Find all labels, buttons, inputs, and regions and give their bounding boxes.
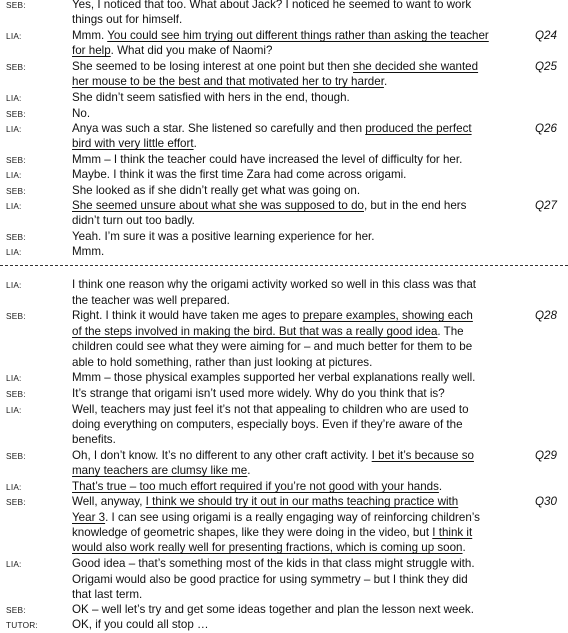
utterance-text bbox=[72, 229, 374, 244]
utterance-text bbox=[72, 339, 472, 354]
utterance-text bbox=[72, 370, 475, 385]
speaker-label: SEB: bbox=[6, 605, 26, 615]
transcript-line bbox=[0, 525, 568, 540]
utterance-text bbox=[72, 28, 489, 43]
transcript-line bbox=[0, 213, 568, 228]
text-segment: . bbox=[438, 480, 443, 493]
text-segment: doing everything on computers, especially boys. Even if they’re aware of the bbox=[72, 418, 463, 431]
transcript-line bbox=[0, 28, 568, 43]
transcript-line bbox=[0, 572, 568, 587]
utterance-text bbox=[72, 213, 195, 228]
text-segment: that last term. bbox=[72, 588, 143, 601]
utterance-text bbox=[72, 587, 142, 602]
utterance-text bbox=[72, 432, 116, 447]
speaker-label: LIA: bbox=[6, 93, 22, 103]
text-segment: Well, anyway, bbox=[72, 495, 146, 508]
transcript-line bbox=[0, 198, 568, 213]
transcript-line bbox=[0, 602, 568, 617]
speaker-label: LIA: bbox=[6, 247, 22, 257]
text-segment: . bbox=[247, 464, 251, 477]
transcript-line bbox=[0, 183, 568, 198]
speaker-label: SEB: bbox=[6, 232, 26, 242]
question-number: Q29 bbox=[535, 449, 557, 462]
transcript-line bbox=[0, 136, 568, 151]
transcript-line bbox=[0, 167, 568, 182]
utterance-text bbox=[72, 494, 458, 509]
underlined-answer: bird with very little effort bbox=[72, 137, 194, 150]
transcript-line bbox=[0, 90, 568, 105]
utterance-text bbox=[72, 74, 387, 89]
transcript-line bbox=[0, 463, 568, 478]
underlined-answer: would also work really well for presenting fractions, which is coming up soon bbox=[72, 541, 463, 554]
transcript-line bbox=[0, 229, 568, 244]
utterance-text bbox=[72, 152, 462, 167]
text-segment: Origami would also be good practice for using symmetry – but I think they did bbox=[72, 573, 468, 586]
utterance-text bbox=[72, 448, 474, 463]
underlined-answer: her mouse to be the best and that motivated her to try harder bbox=[72, 75, 384, 88]
transcript-line bbox=[0, 386, 568, 401]
transcript-line bbox=[0, 370, 568, 385]
text-segment: Mmm. bbox=[72, 245, 105, 258]
text-segment: Good idea – that’s something most of the kids in that class might struggle with. bbox=[72, 557, 475, 570]
utterance-text bbox=[72, 106, 90, 121]
underlined-answer: Year 3 bbox=[72, 511, 106, 524]
text-segment: It’s strange that origami isn’t used more widely. Why do you think that is? bbox=[72, 387, 445, 400]
text-segment: OK, if you could all stop … bbox=[72, 618, 209, 631]
speaker-label: LIA: bbox=[6, 170, 22, 180]
underlined-answer: That’s true – too much effort required if you’re not good with your hands bbox=[72, 480, 439, 493]
speaker-label: LIA: bbox=[6, 405, 22, 415]
text-segment: . bbox=[462, 541, 466, 554]
speaker-label: SEB: bbox=[6, 389, 26, 399]
speaker-label: SEB: bbox=[6, 62, 26, 72]
transcript-line bbox=[0, 402, 568, 417]
transcript-line bbox=[0, 510, 568, 525]
utterance-text bbox=[72, 402, 469, 417]
text-segment: . The bbox=[437, 325, 464, 338]
question-number: Q27 bbox=[535, 199, 557, 212]
text-segment: children could see what they were aiming for – and much better for them to be bbox=[72, 340, 473, 353]
underlined-answer: You could see him trying out different things rather than asking the teacher bbox=[107, 29, 489, 42]
text-segment: able to hold something, rather than just looking at pictures. bbox=[72, 356, 373, 369]
underlined-answer: I think it bbox=[432, 526, 473, 539]
utterance-text bbox=[72, 0, 471, 12]
text-segment: Mmm. bbox=[72, 29, 108, 42]
transcript-line bbox=[0, 0, 568, 12]
text-segment: Anya was such a star. She listened so carefully and then bbox=[72, 122, 366, 135]
utterance-text bbox=[72, 556, 475, 571]
utterance-text bbox=[72, 602, 474, 617]
text-segment: . I can see using origami is a really engaging way of reinforcing children’s bbox=[105, 511, 480, 524]
utterance-text bbox=[72, 572, 468, 587]
utterance-text bbox=[72, 479, 442, 494]
speaker-label: SEB: bbox=[6, 0, 26, 10]
text-segment: , but in the end hers bbox=[363, 199, 467, 212]
underlined-answer: produced the perfect bbox=[365, 122, 472, 135]
question-number: Q25 bbox=[535, 60, 557, 73]
transcript-line bbox=[0, 494, 568, 509]
text-segment: Maybe. I think it was the first time Zara had come across origami. bbox=[72, 168, 407, 181]
speaker-label: LIA: bbox=[6, 482, 22, 492]
transcript-line bbox=[0, 587, 568, 602]
utterance-text bbox=[72, 463, 251, 478]
underlined-answer: I think we should try it out in our maths teaching practice with bbox=[145, 495, 459, 508]
speaker-label: TUTOR: bbox=[6, 620, 38, 630]
underlined-answer: I bet it’s because so bbox=[371, 449, 474, 462]
transcript-line bbox=[0, 308, 568, 323]
utterance-text bbox=[72, 121, 472, 136]
speaker-label: SEB: bbox=[6, 451, 26, 461]
utterance-text bbox=[72, 525, 472, 540]
question-number: Q30 bbox=[535, 495, 557, 508]
transcript-line bbox=[0, 74, 568, 89]
utterance-text bbox=[72, 277, 476, 292]
section-divider bbox=[0, 265, 568, 266]
question-number: Q26 bbox=[535, 122, 557, 135]
utterance-text bbox=[72, 167, 406, 182]
text-segment: OK – well let’s try and get some ideas together and plan the lesson next week. bbox=[72, 603, 474, 616]
speaker-label: LIA: bbox=[6, 31, 22, 41]
transcript-line bbox=[0, 339, 568, 354]
text-segment: Mmm – those physical examples supported her verbal explanations really well. bbox=[72, 371, 476, 384]
text-segment: She didn’t seem satisfied with hers in the end, though. bbox=[72, 91, 350, 104]
text-segment: things out for himself. bbox=[72, 13, 183, 26]
speaker-label: SEB: bbox=[6, 497, 26, 507]
question-number: Q28 bbox=[535, 309, 557, 322]
transcript-line bbox=[0, 556, 568, 571]
speaker-label: LIA: bbox=[6, 124, 22, 134]
text-segment: Yes, I noticed that too. What about Jack? I noticed he seemed to want to work bbox=[72, 0, 472, 11]
utterance-text bbox=[72, 355, 372, 370]
utterance-text bbox=[72, 386, 445, 401]
utterance-text bbox=[72, 308, 473, 323]
text-segment: Well, teachers may just feel it’s not that appealing to children who are used to bbox=[72, 403, 469, 416]
underlined-answer: many teachers are clumsy like me bbox=[72, 464, 248, 477]
utterance-text bbox=[72, 293, 230, 308]
utterance-text bbox=[72, 183, 360, 198]
text-segment: . What did you make of Naomi? bbox=[110, 44, 273, 57]
utterance-text bbox=[72, 43, 272, 58]
underlined-answer: of the steps involved in making the bird. But that was a really good idea bbox=[72, 325, 438, 338]
transcript-line bbox=[0, 479, 568, 494]
utterance-text bbox=[72, 12, 182, 27]
utterance-text bbox=[72, 540, 466, 555]
utterance-text bbox=[72, 417, 463, 432]
text-segment: Yeah. I’m sure it was a positive learning experience for her. bbox=[72, 230, 375, 243]
transcript-line bbox=[0, 540, 568, 555]
transcript-line bbox=[0, 43, 568, 58]
underlined-answer: prepare examples, showing each bbox=[302, 309, 473, 322]
transcript-line bbox=[0, 12, 568, 27]
transcript-line bbox=[0, 355, 568, 370]
transcript-line bbox=[0, 293, 568, 308]
speaker-label: LIA: bbox=[6, 559, 22, 569]
speaker-label: LIA: bbox=[6, 280, 22, 290]
transcript-line bbox=[0, 417, 568, 432]
question-number: Q24 bbox=[535, 29, 557, 42]
text-segment: the teacher was well prepared. bbox=[72, 294, 230, 307]
text-segment: didn’t turn out too badly. bbox=[72, 214, 195, 227]
transcript-line bbox=[0, 121, 568, 136]
text-segment: Right. I think it would have taken me ages to bbox=[72, 309, 303, 322]
utterance-text bbox=[72, 244, 104, 259]
transcript-line bbox=[0, 59, 568, 74]
text-segment: She seemed to be losing interest at one point but then bbox=[72, 60, 354, 73]
utterance-text bbox=[72, 324, 464, 339]
utterance-text bbox=[72, 59, 478, 74]
utterance-text bbox=[72, 510, 480, 525]
utterance-text bbox=[72, 136, 197, 151]
speaker-label: SEB: bbox=[6, 186, 26, 196]
text-segment: No. bbox=[72, 107, 91, 120]
text-segment: Oh, I don’t know. It’s no different to any other craft activity. bbox=[72, 449, 372, 462]
text-segment: knowledge of geometric shapes, like they were doing in the video, but bbox=[72, 526, 433, 539]
utterance-text bbox=[72, 90, 350, 105]
underlined-answer: She seemed unsure about what she was supposed to do bbox=[72, 199, 364, 212]
speaker-label: LIA: bbox=[6, 201, 22, 211]
underlined-answer: she decided she wanted bbox=[353, 60, 479, 73]
text-segment: . bbox=[193, 137, 197, 150]
text-segment: Mmm – I think the teacher could have increased the level of difficulty for her. bbox=[72, 153, 463, 166]
transcript-line bbox=[0, 324, 568, 339]
transcript-line bbox=[0, 432, 568, 447]
transcript-line bbox=[0, 244, 568, 259]
utterance-text bbox=[72, 198, 466, 213]
transcript-line bbox=[0, 277, 568, 292]
transcript-line bbox=[0, 106, 568, 121]
transcript-line bbox=[0, 152, 568, 167]
text-segment: I think one reason why the origami activity worked so well in this class was that bbox=[72, 278, 477, 291]
speaker-label: SEB: bbox=[6, 109, 26, 119]
text-segment: . bbox=[383, 75, 388, 88]
speaker-label: LIA: bbox=[6, 373, 22, 383]
text-segment: She looked as if she didn’t really get what was going on. bbox=[72, 184, 361, 197]
text-segment: benefits. bbox=[72, 433, 116, 446]
speaker-label: SEB: bbox=[6, 155, 26, 165]
underlined-answer: for help bbox=[72, 44, 111, 57]
speaker-label: SEB: bbox=[6, 311, 26, 321]
transcript-line bbox=[0, 448, 568, 463]
